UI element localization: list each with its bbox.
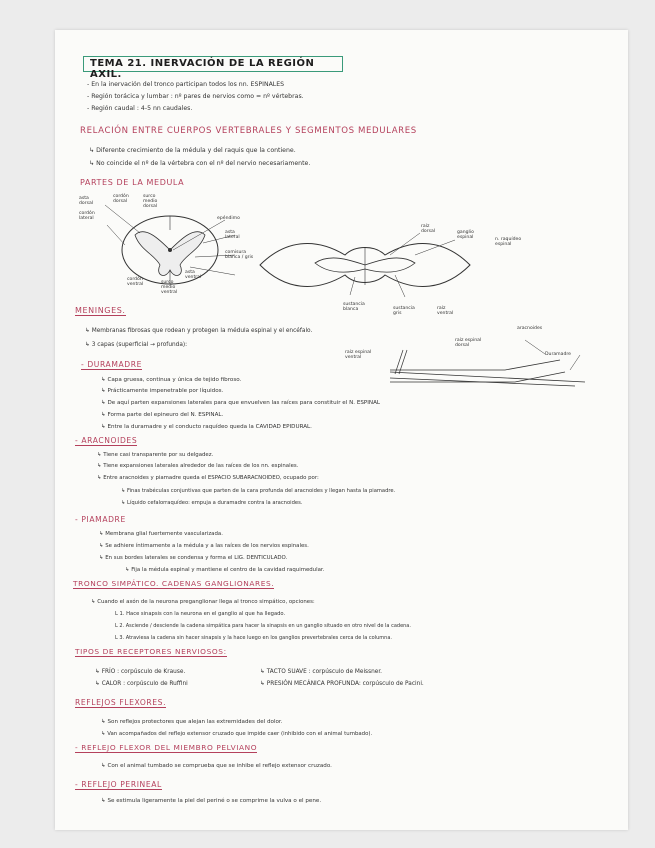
text-line: ↳ Entre aracnoides y piamadre queda el ESPACIO SUBARACNOIDEO, ocupado por: [97,475,319,481]
section-heading: TRONCO SIMPÁTICO. CADENAS GANGLIONARES. [73,579,275,588]
diagram-label: ganglio espinal [457,230,474,240]
text-line: L 2. Asciende / desciende la cadena simpática para hacer la sinapsis en un ganglio situado en otro nivel de la cadena. [115,623,411,629]
diagram-label: cordón ventral [127,277,144,287]
text-line: ↳ Forma parte del epineuro del N. ESPINAL. [101,412,224,418]
section-heading: - ARACNOIDES [75,436,138,445]
text-line: ↳ Membrana glial fuertemente vascularizada. [99,531,223,537]
text-line: L 1. Hace sinapsis con la neurona en el ganglio al que ha llegado. [115,611,286,617]
section-heading: TIPOS DE RECEPTORES NERVIOSOS: [75,647,227,656]
diagram-label: cordón dorsal [113,194,129,204]
spinal-cord-diagram-right [255,225,485,305]
text-line: ↳ 3 capas (superficial → profunda): [85,342,188,348]
text-line: ↳ No coincide el nº de la vértebra con el nº del nervio necesariamente. [89,160,311,167]
text-line: ↳ Capa gruesa, continua y única de tejido fibroso. [101,377,242,383]
diagram-label: raíz dorsal [421,224,436,234]
text-line: ↳ Con el animal tumbado se comprueba que se inhibe el reflejo extensor cruzado. [101,763,332,769]
text-line: ↳ Finas trabéculas conjuntivas que parten de la cara profunda del aracnoides y llegan hasta la piamadre. [121,488,396,494]
text-line: ↳ Fija la médula espinal y mantiene el centro de la cavidad raquimedular. [125,567,325,573]
diagram-label: Duramadre [545,352,571,357]
section-heading: MENINGES. [75,306,126,315]
diagram-label: sustancia blanca [343,302,365,312]
text-line: ↳ Tiene casi transparente por su delgadez. [97,452,214,458]
text-line: ↳ PRESIÓN MECÁNICA PROFUNDA: corpúsculo de Pacini. [260,681,424,687]
text-line: ↳ CALOR : corpúsculo de Ruffini [95,681,188,687]
diagram-label: raíz espinal dorsal [455,338,482,348]
diagram-label: cordón lateral [79,211,95,221]
intro-line: - En la inervación del tronco participan todos los nn. ESPINALES [87,81,285,88]
diagram-label: asta lateral [225,230,240,240]
text-line: ↳ FRÍO : corpúsculo de Krause. [95,669,186,675]
section-heading: - REFLEJO PERINEAL [75,780,162,789]
section-heading: - REFLEJO FLEXOR DEL MIEMBRO PELVIANO [75,743,258,752]
diagram-label: sustancia gris [393,306,415,316]
text-line: ↳ Entre la duramadre y el conducto raquídeo queda la CAVIDAD EPIDURAL. [101,424,312,430]
diagram-label: raíz espinal ventral [345,350,372,360]
diagram-label: comisura blanca / gris [225,250,254,260]
text-line: ↳ Cuando el axón de la neurona preganglionar llega al tronco simpático, opciones: [91,599,315,605]
intro-line: - Región caudal : 4-5 nn caudales. [87,105,193,112]
diagram-label: asta dorsal [79,196,94,206]
text-line: ↳ En sus bordes laterales se condensa y forma el LIG. DENTICULADO. [99,555,288,561]
diagram-label: epéndimo [217,216,240,221]
section-heading: RELACIÓN ENTRE CUERPOS VERTEBRALES Y SEGMENTOS MEDULARES [80,126,417,136]
text-line: ↳ Líquido cefalorraquídeo: empuja a duramadre contra la aracnoides. [121,500,303,506]
text-line: ↳ Van acompañados del reflejo extensor cruzado que impide caer (inhibido con el animal tumbado). [101,731,373,737]
notes-page [55,30,628,830]
diagram-label: surco medio ventral [161,280,178,295]
title-box [83,56,343,80]
diagram-label: asta ventral [185,270,202,280]
text-line: ↳ Son reflejos protectores que alejan las extremidades del dolor. [101,719,283,725]
text-line: ↳ Diferente crecimiento de la médula y del raquis que la contiene. [89,147,296,154]
text-line: ↳ Prácticamente impenetrable por líquidos. [101,388,224,394]
text-line: L 3. Atraviesa la cadena sin hacer sinapsis y la hace luego en los ganglios prevertebrales cerca de la columna. [115,635,392,641]
page-title: TEMA 21. INERVACIÓN DE LA REGIÓN AXIL. [90,58,315,80]
text-line: ↳ TACTO SUAVE : corpúsculo de Meissner. [260,669,383,675]
diagram-label: n. raquídeo espinal [495,237,522,247]
text-line: ↳ Membranas fibrosas que rodean y protegen la médula espinal y el encéfalo. [85,328,313,334]
text-line: ↳ Se estimula ligeramente la piel del periné o se comprime la vulva o el pene. [101,798,322,804]
text-line: ↳ Tiene expansiones laterales alrededor de las raíces de los nn. espinales. [97,463,299,469]
text-line: ↳ De aquí parten expansiones laterales para que envuelven las raíces para constituir el N. ESPINAL [101,400,381,406]
section-heading: REFLEJOS FLEXORES. [75,698,167,707]
section-heading: PARTES DE LA MEDULA [80,178,185,187]
section-heading: - DURAMADRE [81,360,142,369]
diagram-label: surco medio dorsal [143,194,158,209]
diagram-label: raíz ventral [437,306,454,316]
diagram-label: aracnoides [517,326,543,331]
section-heading: - PIAMADRE [75,515,126,524]
intro-line: - Región torácica y lumbar : nº pares de nervios como = nº vértebras. [87,93,304,100]
text-line: ↳ Se adhiere íntimamente a la médula y a las raíces de los nervios espinales. [99,543,309,549]
